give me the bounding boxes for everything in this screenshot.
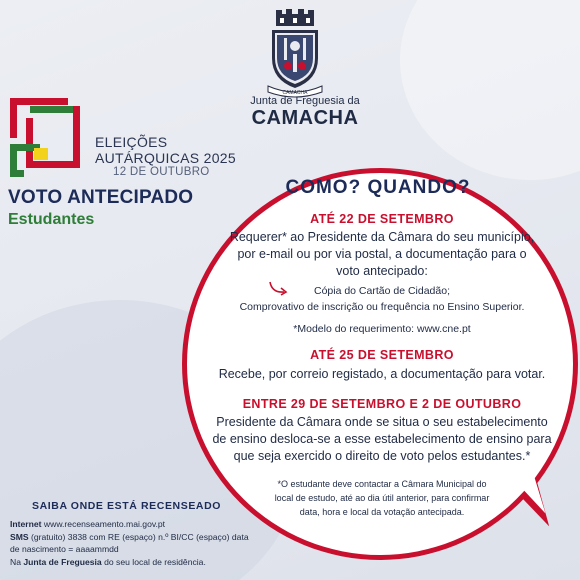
parish-crest-logo [262, 8, 328, 98]
document-item: Comprovativo de inscrição ou frequência no Ensino Superior. [239, 301, 525, 313]
section2-heading: ATÉ 25 DE SETEMBRO [310, 348, 454, 362]
section3-heading: ENTRE 29 DE SETEMBRO E 2 DE OUTUBRO [242, 397, 522, 411]
census-internet-url: www.recenseamento.mai.gov.pt [41, 519, 166, 529]
headline: VOTO ANTECIPADO [8, 187, 194, 208]
election-title-line1: ELEIÇÕES [95, 134, 168, 150]
census-sms-text: (gratuito) 3838 com RE (espaço) n.º BI/CC (espaço) data [28, 532, 249, 542]
section3-line: Presidente da Câmara onde se situa o seu estabelecimento [216, 415, 548, 429]
census-junta-label: Junta de Freguesia [23, 557, 102, 567]
election-title-line2: AUTÁRQUICAS 2025 [95, 150, 236, 166]
census-heading: SAIBA ONDE ESTÁ RECENSEADO [32, 500, 222, 512]
subheadline: Estudantes [8, 211, 95, 228]
elections-logo [8, 96, 88, 182]
footnote-line: data, hora e local da votação antecipada. [299, 507, 465, 517]
section3-line: de ensino desloca-se a esse estabelecimento de ensino para [212, 432, 552, 446]
crest-ribbon-text: CAMACHA [282, 90, 308, 96]
census-internet [10, 518, 165, 530]
section1-heading: ATÉ 22 DE SETEMBRO [310, 212, 454, 226]
bubble-title: COMO? QUANDO? [285, 177, 471, 198]
census-junta [10, 556, 206, 568]
model-note: *Modelo do requerimento: www.cne.pt [293, 323, 471, 335]
background-shape [400, 0, 580, 180]
section2-text: Recebe, por correio registado, a documentação para votar. [218, 367, 546, 381]
section1-line: voto antecipado: [336, 264, 428, 278]
section1-line: por e-mail ou por via postal, a documentação para o [237, 247, 527, 261]
section1-line: Requerer* ao Presidente da Câmara do seu município, [229, 230, 535, 244]
parish-name: CAMACHA [251, 107, 359, 129]
census-sms-cont: de nascimento = aaaammdd [10, 544, 119, 554]
census-sms [10, 531, 249, 543]
census-junta-text: do seu local de residência. [101, 557, 206, 567]
footnote-line: *O estudante deve contactar a Câmara Municipal do [277, 479, 487, 489]
section3-line: que seja exercido o direito de voto pelos estudantes.* [233, 449, 531, 463]
census-internet-label: Internet [10, 519, 42, 529]
census-sms-label: SMS [10, 532, 29, 542]
election-date: 12 DE OUTUBRO [113, 166, 210, 178]
census-junta-prefix: Na [10, 557, 24, 567]
document-item: Cópia do Cartão de Cidadão; [313, 285, 450, 297]
parish-label: Junta de Freguesia da [250, 95, 360, 107]
footnote-line: local de estudo, até ao dia útil anterior, para confirmar [274, 493, 490, 503]
